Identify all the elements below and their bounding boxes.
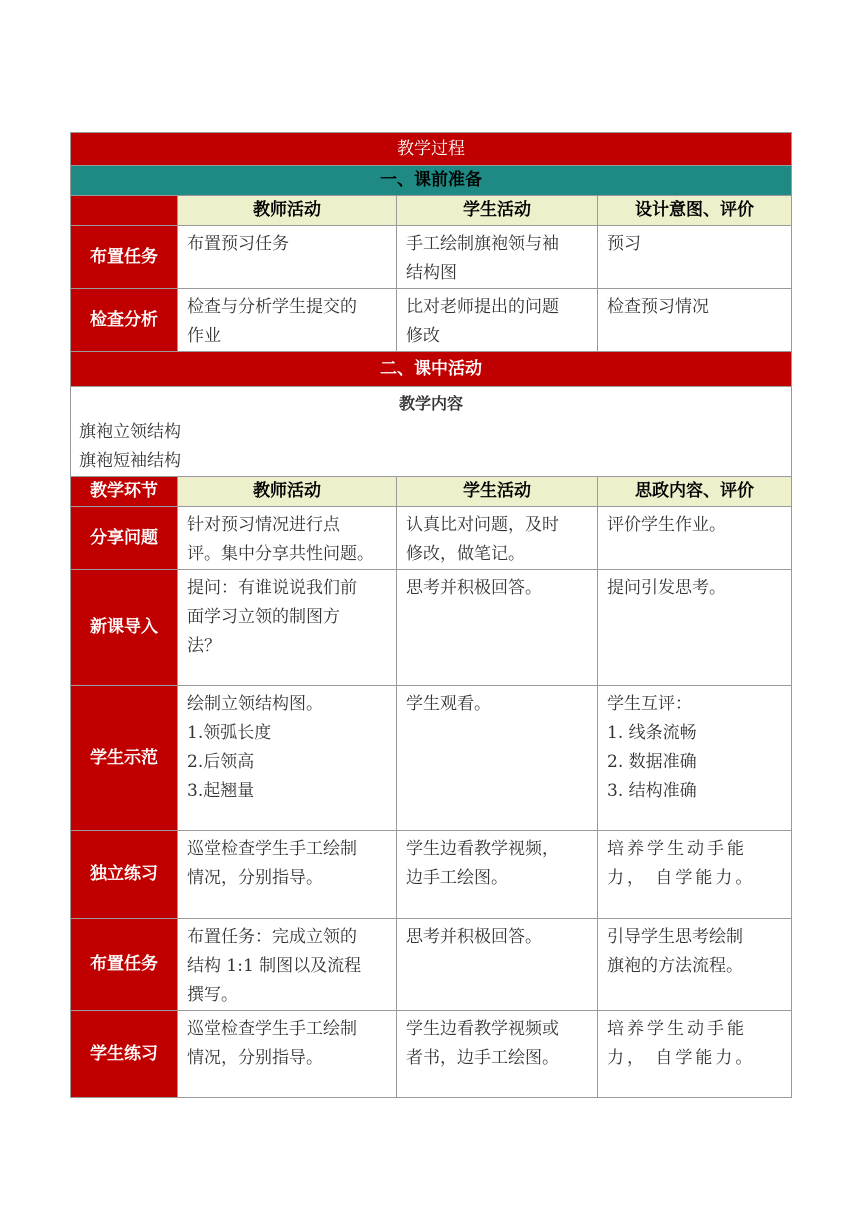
teacher-activity-cell: [178, 226, 397, 289]
teaching-process-table: [70, 132, 792, 1098]
student-activity-cell: [397, 831, 598, 919]
cell-line: 作业: [187, 326, 221, 346]
cell-line: 手工绘制旗袍领与袖: [406, 234, 559, 254]
row-label: 布置任务: [71, 919, 178, 1011]
table-title: 教学过程: [71, 133, 792, 166]
cell-line: 力， 自学能力。: [607, 1048, 756, 1068]
column-header: 教师活动: [178, 196, 397, 226]
activity-row: [71, 686, 792, 831]
activity-row: [71, 570, 792, 686]
activity-row: [71, 507, 792, 570]
cell-line: 引导学生思考绘制: [607, 927, 743, 947]
cell-line: 3. 结构准确: [607, 781, 697, 801]
cell-line: 旗袍的方法流程。: [607, 956, 743, 976]
cell-line: 预习: [607, 234, 641, 254]
teacher-activity-cell: [178, 507, 397, 570]
cell-line: 认真比对问题，及时: [406, 515, 559, 535]
column-header: 教师活动: [178, 477, 397, 507]
teacher-activity-cell: [178, 831, 397, 919]
design-intent-cell: [598, 570, 792, 686]
student-activity-cell: [397, 686, 598, 831]
teacher-activity-cell: [178, 919, 397, 1011]
cell-line: 检查与分析学生提交的: [187, 297, 357, 317]
cell-line: 结构图: [406, 263, 457, 283]
column-header: 思政内容、评价: [598, 477, 792, 507]
student-activity-cell: [397, 570, 598, 686]
cell-line: 面学习立领的制图方: [187, 607, 340, 627]
design-intent-cell: [598, 686, 792, 831]
cell-line: 修改: [406, 326, 440, 346]
row-label: 分享问题: [71, 507, 178, 570]
prep-row: [71, 226, 792, 289]
cell-line: 学生互评：: [607, 694, 692, 714]
cell-line: 结构 1:1 制图以及流程: [187, 956, 362, 976]
teacher-activity-cell: [178, 289, 397, 352]
section-heading-prep: 一、课前准备: [71, 166, 792, 196]
cell-line: 学生边看教学视频，: [406, 839, 559, 859]
student-activity-cell: [397, 226, 598, 289]
activity-row: [71, 831, 792, 919]
teaching-content-title: 教学内容: [398, 394, 463, 413]
row-label: 检查分析: [71, 289, 178, 352]
cell-line: 检查预习情况: [607, 297, 709, 317]
cell-line: 边手工绘图。: [406, 868, 508, 888]
cell-line: 学生边看教学视频或: [406, 1019, 559, 1039]
cell-line: 培养学生动手能: [607, 1019, 747, 1039]
student-activity-cell: [397, 289, 598, 352]
cell-line: 思考并积极回答。: [406, 578, 542, 598]
row-label: 学生示范: [71, 686, 178, 831]
teacher-activity-cell: [178, 570, 397, 686]
cell-line: 1.领弧长度: [187, 723, 272, 743]
column-header: 学生活动: [397, 196, 598, 226]
teacher-activity-cell: [178, 1011, 397, 1098]
teacher-activity-cell: [178, 686, 397, 831]
cell-line: 思考并积极回答。: [406, 927, 542, 947]
cell-line: 力， 自学能力。: [607, 868, 756, 888]
row-label: 布置任务: [71, 226, 178, 289]
student-activity-cell: [397, 919, 598, 1011]
cell-line: 2.后领高: [187, 752, 255, 772]
student-activity-cell: [397, 1011, 598, 1098]
cell-line: 培养学生动手能: [607, 839, 747, 859]
section-heading-class: 二、课中活动: [71, 352, 792, 387]
cell-line: 撰写。: [187, 985, 238, 1005]
cell-line: 2. 数据准确: [607, 752, 697, 772]
student-activity-cell: [397, 507, 598, 570]
cell-line: 情况，分别指导。: [187, 1048, 323, 1068]
column-header: 教学环节: [71, 477, 178, 507]
title-row: [71, 133, 792, 166]
row-label: 新课导入: [71, 570, 178, 686]
cell-line: 学生观看。: [406, 694, 491, 714]
design-intent-cell: [598, 226, 792, 289]
activity-row: [71, 919, 792, 1011]
cell-line: 绘制立领结构图。: [187, 694, 323, 714]
cell-line: 提问：有谁说说我们前: [187, 578, 357, 598]
cell-line: 1. 线条流畅: [607, 723, 697, 743]
cell-line: 比对老师提出的问题: [406, 297, 559, 317]
content-row: [71, 387, 792, 477]
prep-row: [71, 289, 792, 352]
section-row: [71, 352, 792, 387]
teaching-content-cell: [71, 387, 792, 477]
row-label: 学生练习: [71, 1011, 178, 1098]
header-row: [71, 477, 792, 507]
cell-line: 提问引发思考。: [607, 578, 726, 598]
column-header: 设计意图、评价: [598, 196, 792, 226]
header-row: [71, 196, 792, 226]
design-intent-cell: [598, 507, 792, 570]
activity-row: [71, 1011, 792, 1098]
cell-line: 布置预习任务: [187, 234, 289, 254]
design-intent-cell: [598, 289, 792, 352]
row-label: 独立练习: [71, 831, 178, 919]
column-header: 学生活动: [397, 477, 598, 507]
cell-line: 修改，做笔记。: [406, 544, 525, 564]
cell-line: 情况，分别指导。: [187, 868, 323, 888]
cell-line: 布置任务：完成立领的: [187, 927, 357, 947]
cell-line: 巡堂检查学生手工绘制: [187, 839, 357, 859]
cell-line: 评。集中分享共性问题。: [187, 544, 374, 564]
cell-line: 针对预习情况进行点: [187, 515, 340, 535]
design-intent-cell: [598, 1011, 792, 1098]
cell-line: 法？: [187, 636, 221, 656]
design-intent-cell: [598, 831, 792, 919]
cell-line: 3.起翘量: [187, 781, 255, 801]
header-corner: [71, 196, 178, 226]
cell-line: 者书，边手工绘图。: [406, 1048, 559, 1068]
cell-line: 旗袍短袖结构: [79, 451, 181, 471]
section-row: [71, 166, 792, 196]
design-intent-cell: [598, 919, 792, 1011]
cell-line: 评价学生作业。: [607, 515, 726, 535]
cell-line: 巡堂检查学生手工绘制: [187, 1019, 357, 1039]
cell-line: 旗袍立领结构: [79, 422, 181, 442]
